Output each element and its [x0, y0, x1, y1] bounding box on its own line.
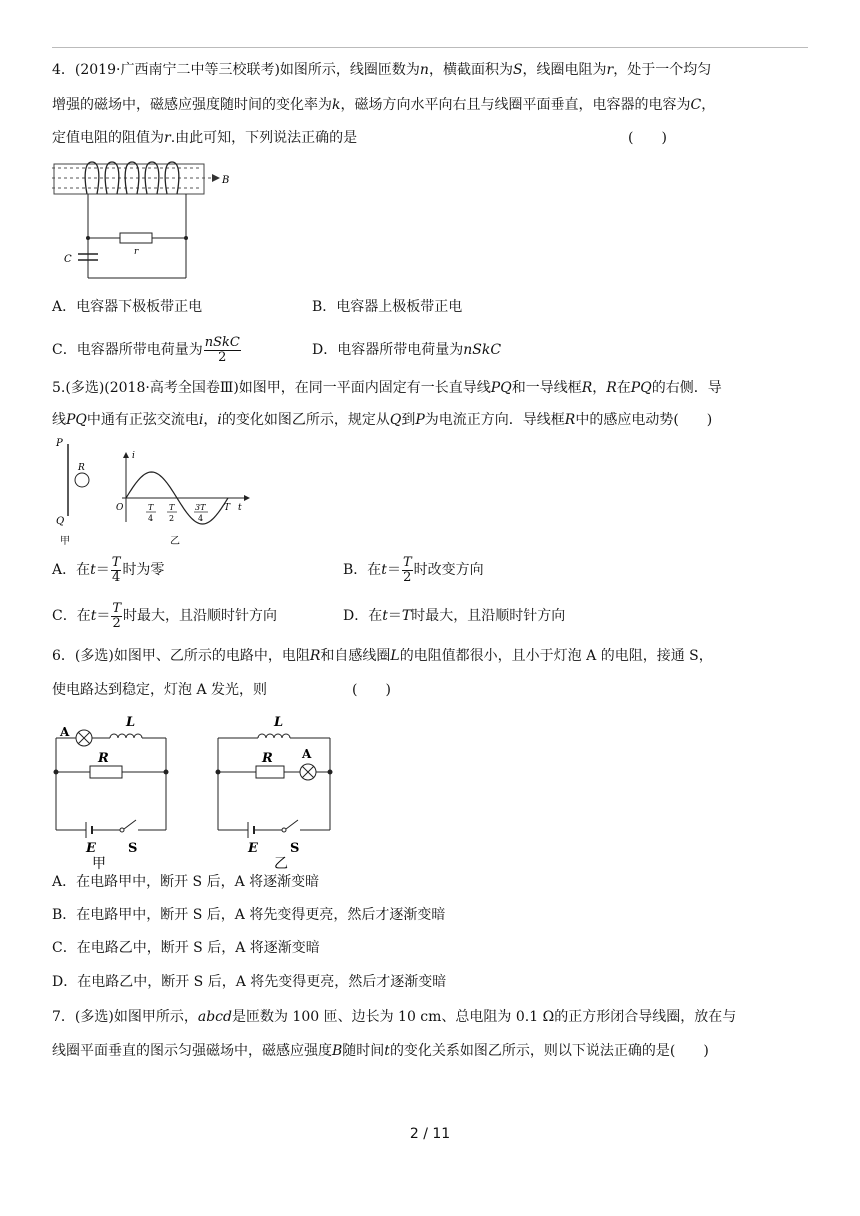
q5-option-d[interactable]: D．在t＝T时最大，且沿顺时针方向 — [343, 608, 566, 624]
page-number: 2 / 11 — [409, 1126, 451, 1142]
q5-option-a[interactable]: A．在t＝ $\frac{T}{4}$ 时为零 — [52, 554, 165, 585]
q5-line2: 线PQ中通有正弦交流电i，i的变化如图乙所示，规定从Q到P为电流正方向．导线框R中的感应电动势( ) — [52, 412, 713, 428]
q4-option-c-fraction: $\frac{\text{nSkC}}{2}$ — [204, 334, 240, 365]
q6-option-b[interactable]: B．在电路甲中，断开 S 后，A 将先变得更亮，然后才逐渐变暗 — [52, 907, 446, 923]
q5-fig-tick-T2-num: T — [169, 503, 175, 512]
q5-fig-tick-T2-den: 2 — [169, 514, 175, 523]
q7-line1: 7．(多选)如图甲所示，abcd是匝数为 100 匝、边长为 10 cm、总电阻为 0.1 Ω的正方形闭合导线圈，放在与 — [52, 1009, 737, 1025]
q5-fig-tick-3T4-den: 4 — [198, 514, 204, 523]
q6-yi-label-S: S — [290, 841, 300, 856]
q6-yi-caption: 乙 — [274, 856, 288, 872]
q5-fig-label-t: t — [238, 503, 242, 513]
q5-option-b[interactable]: B．在t＝ $\frac{T}{2}$ 时改变方向 — [343, 554, 484, 585]
q4-fig-label-B: B — [222, 175, 230, 186]
q5-fig-label-O: O — [116, 503, 124, 513]
q4-fig-label-r: r — [134, 247, 139, 257]
q5-wire-and-sine-figure — [52, 436, 262, 551]
q4-line3: 定值电阻的阻值为r.由此可知，下列说法正确的是 — [52, 130, 358, 146]
header-rule — [52, 47, 808, 48]
q6-yi-label-A: A — [302, 747, 312, 761]
q4-option-a[interactable]: A．电容器下极板带正电 — [52, 299, 203, 315]
q7-line2: 线圈平面垂直的图示匀强磁场中，磁感应强度B随时间t的变化关系如图乙所示，则以下说法正确的是( ) — [52, 1043, 709, 1059]
q5-fig-tick-3T4-num: 3T — [195, 503, 206, 512]
q6-circuit-yi-figure — [214, 710, 344, 872]
q6-jia-label-L: L — [126, 715, 136, 730]
q5-option-c[interactable]: C．在t＝ $\frac{T}{2}$ 时最大，且沿顺时针方向 — [52, 600, 278, 631]
q6-circuit-jia-figure — [52, 710, 182, 872]
q6-jia-label-R: R — [98, 751, 109, 766]
q5-fig-tick-T4-den: 4 — [148, 514, 154, 523]
q5-line1: 5.(多选)(2018·高考全国卷Ⅲ)如图甲，在同一平面内固定有一长直导线PQ和一导线框R，R在PQ的右侧．导 — [52, 380, 722, 396]
q6-yi-label-R: R — [262, 751, 273, 766]
q5-fig-label-i: i — [132, 451, 135, 461]
q6-line1: 6．(多选)如图甲、乙所示的电路中，电阻R和自感线圈L的电阻值都很小，且小于灯泡 A 的电阻，接通 S， — [52, 648, 713, 664]
q4-line1: 4．(2019·广西南宁二中等三校联考)如图所示，线圈匝数为n，横截面积为S，线圈电阻为r，处于一个均匀 — [52, 62, 712, 78]
q4-fig-label-C: C — [64, 254, 72, 265]
q6-jia-label-A: A — [60, 725, 70, 739]
q4-coil-circuit-figure — [52, 158, 242, 283]
q6-yi-label-E: E — [248, 841, 258, 856]
q5-fig-label-yi: 乙 — [170, 536, 180, 547]
q5-fig-label-jia: 甲 — [60, 536, 70, 547]
q6-jia-caption: 甲 — [92, 856, 106, 872]
q4-option-c[interactable]: C．电容器所带电荷量为 $\frac{\text{nSkC}}{2}$ — [52, 334, 240, 365]
q6-jia-label-E: E — [86, 841, 96, 856]
q6-jia-label-S: S — [128, 841, 138, 856]
q6-line2: 使电路达到稳定，灯泡 A 发光，则 — [52, 682, 268, 698]
q5-fig-label-P: P — [56, 438, 63, 449]
q6-yi-label-L: L — [274, 715, 284, 730]
q5-fig-label-Q: Q — [56, 516, 65, 527]
q4-option-d[interactable]: D．电容器所带电荷量为nSkC — [312, 342, 502, 358]
q4-option-b[interactable]: B．电容器上极板带正电 — [312, 299, 463, 315]
q5-fig-tick-T: T — [224, 503, 231, 513]
q4-line2: 增强的磁场中，磁感应强度随时间的变化率为k，磁场方向水平向右且与线圈平面垂直，电容器的电容为C， — [52, 97, 716, 113]
q5-fig-label-R: R — [78, 463, 85, 473]
q6-option-c[interactable]: C．在电路乙中，断开 S 后，A 将逐渐变暗 — [52, 940, 320, 956]
q6-option-a[interactable]: A．在电路甲中，断开 S 后，A 将逐渐变暗 — [52, 874, 320, 890]
q6-answer-bracket: ( ) — [352, 682, 391, 698]
q6-option-d[interactable]: D．在电路乙中，断开 S 后，A 将先变得更亮，然后才逐渐变暗 — [52, 974, 447, 990]
q4-answer-bracket: ( ) — [628, 130, 667, 146]
q5-fig-tick-T4-num: T — [148, 503, 154, 512]
